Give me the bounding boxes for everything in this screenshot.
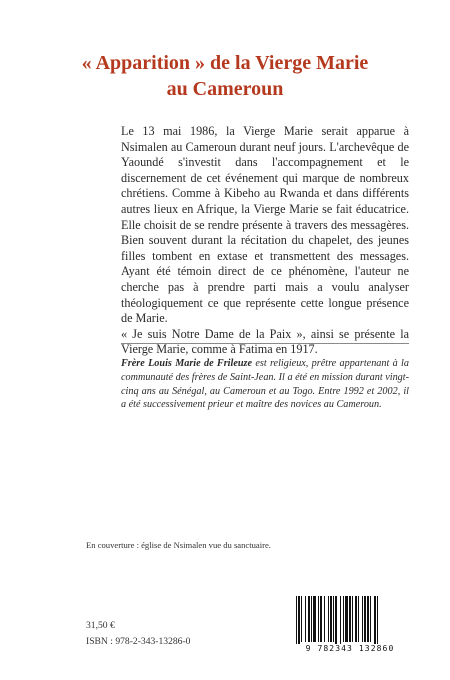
- book-title: [0, 50, 450, 102]
- barcode-bar: [355, 596, 357, 642]
- barcode-bar: [367, 596, 369, 642]
- isbn-label: ISBN : 978-2-343-13286-0: [86, 636, 191, 647]
- barcode-bar: [362, 596, 363, 642]
- barcode-bar: [311, 596, 312, 642]
- barcode-bars: [290, 594, 410, 646]
- barcode-digits: 9 782343 132860: [290, 644, 410, 653]
- cover-credit: En couverture : église de Nsimalen vue du sanctuaire.: [86, 540, 271, 550]
- divider: [121, 343, 409, 344]
- book-title-line-1: « Apparition » de la Vierge Marie: [81, 52, 369, 74]
- barcode-bar: [374, 596, 376, 646]
- barcode-bar: [318, 596, 319, 642]
- book-title-line-2: au Cameroun: [166, 78, 284, 100]
- barcode-bar: [296, 596, 297, 646]
- barcode-bar: [301, 596, 302, 642]
- barcode-bar: [324, 596, 325, 642]
- barcode-bar: [343, 596, 344, 642]
- barcode-bar: [313, 596, 316, 642]
- summary-text: [121, 124, 409, 358]
- summary-paragraph-1: Le 13 mai 1986, la Vierge Marie serait apparue à Nsimalen au Cameroun durant neuf jours. L'archevêque de Yaoundé s'investit dans l'accompagnement et le discernement de cet événement qui marque de nombreux chrétiens. Comme à Kibeho au Rwanda et dans différents autres lieux en Afrique, la Vierge Marie se fait éducatrice. Elle choisit de se rendre présente à travers des messagères. Bien souvent durant la récitation du chapelet, des jeunes filles tombent en extase et transmettent des messages. Ayant été témoin direct de ce phénomène, l'auteur ne cherche pas à prendre parti mais a voulu analyser théologiquement ce que représente cette longue présence de Marie.: [121, 124, 409, 326]
- barcode-bar: [352, 596, 353, 642]
- barcode-bar: [298, 596, 300, 646]
- barcode-bar: [320, 596, 322, 642]
- barcode-icon: [290, 594, 410, 656]
- barcode-bar: [345, 596, 348, 642]
- summary-paragraph-2: « Je suis Notre Dame de la Paix », ainsi se présente la Vierge Marie, comme à Fatima en 1917.: [121, 326, 409, 357]
- barcode-bar: [308, 596, 310, 642]
- author-name: Frère Louis Marie de Frileuze: [121, 358, 253, 369]
- author-bio: [121, 357, 409, 412]
- barcode-bar: [333, 596, 334, 642]
- barcode-bar: [358, 596, 359, 642]
- barcode-bar: [377, 596, 378, 646]
- barcode-bar: [330, 596, 332, 642]
- barcode-bar: [328, 596, 329, 642]
- author-bio-text: est religieux, prêtre appartenant à la communauté des frères de Saint-Jean. Il a été en mission durant vingt-cinq ans au Sénégal, au Cameroun et au Togo. Entre 1992 et 2002, il a été successivement prieur et maître des novices au Cameroun.: [121, 358, 409, 411]
- price-label: 31,50 €: [86, 620, 115, 631]
- barcode-bar: [364, 596, 366, 642]
- barcode-bar: [335, 596, 337, 646]
- barcode-bar: [349, 596, 351, 642]
- barcode-bar: [340, 596, 341, 646]
- barcode-bar: [305, 596, 306, 642]
- barcode-bar: [370, 596, 371, 642]
